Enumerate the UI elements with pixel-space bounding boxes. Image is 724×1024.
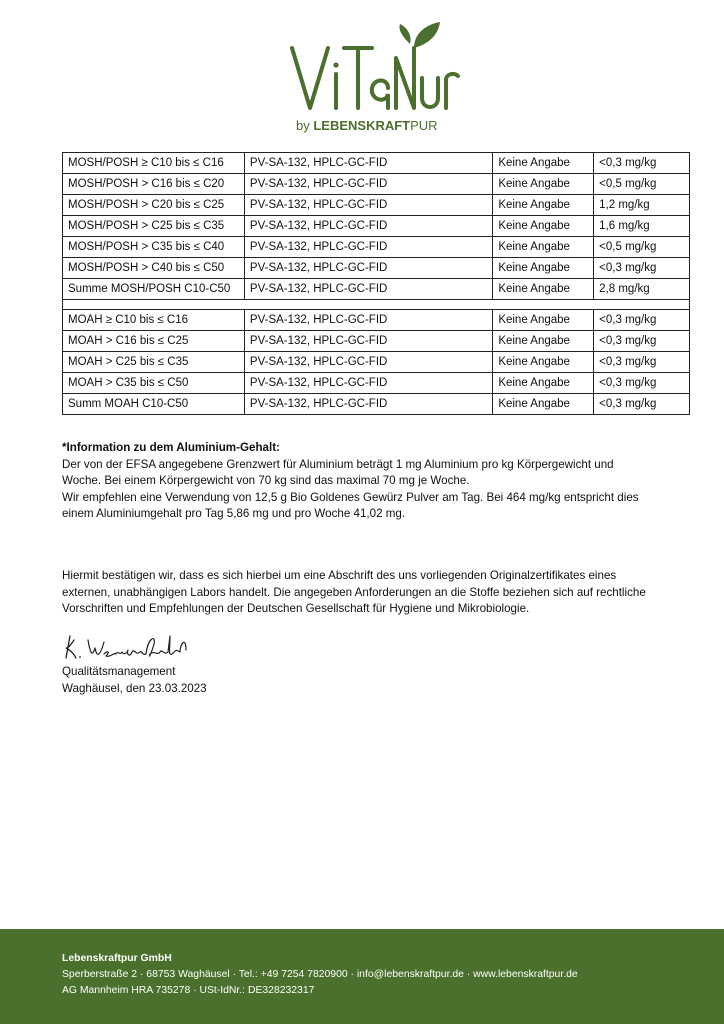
method-cell: PV-SA-132, HPLC-GC-FID [244, 331, 492, 352]
signer-place-date: Waghäusel, den 23.03.2023 [62, 681, 207, 695]
limit-cell: Keine Angabe [493, 237, 594, 258]
confirmation-line: externen, unabhängigen Labors handelt. Die angegeben Anforderungen an die Stoffe beziehen sich auf rechtliche [62, 585, 646, 599]
footer-register: AG Mannheim HRA 735278 · USt-IdNr.: DE328232317 [62, 985, 315, 996]
result-cell: 1,6 mg/kg [594, 216, 690, 237]
table-row [63, 237, 690, 258]
svg-text:by LEBENSKRAFTPUR: by LEBENSKRAFTPUR [296, 118, 438, 133]
signer-role: Qualitätsmanagement [62, 665, 176, 678]
handwritten-signature [62, 630, 202, 664]
table-row [63, 352, 690, 373]
parameter-cell: MOSH/POSH > C35 bis ≤ C40 [63, 237, 245, 258]
method-cell: PV-SA-132, HPLC-GC-FID [244, 279, 492, 300]
vitanur-logo [0, 18, 724, 138]
parameter-cell: MOAH ≥ C10 bis ≤ C16 [63, 310, 245, 331]
moah-rows [63, 310, 690, 415]
result-cell: <0,3 mg/kg [594, 394, 690, 415]
mosh-rows [63, 153, 690, 310]
method-cell: PV-SA-132, HPLC-GC-FID [244, 237, 492, 258]
method-cell: PV-SA-132, HPLC-GC-FID [244, 153, 492, 174]
confirmation-paragraph [62, 568, 692, 618]
aluminium-info-heading: *Information zu dem Aluminium-Gehalt: [62, 441, 280, 454]
limit-cell: Keine Angabe [493, 373, 594, 394]
method-cell: PV-SA-132, HPLC-GC-FID [244, 258, 492, 279]
parameter-cell: MOSH/POSH > C16 bis ≤ C20 [63, 174, 245, 195]
aluminium-info [62, 440, 692, 523]
table-row [63, 331, 690, 352]
logo-graphic [262, 18, 462, 136]
signer-block [62, 664, 207, 697]
aluminium-info-line: einem Aluminiumgehalt pro Tag 5,86 mg und pro Woche 41,02 mg. [62, 507, 406, 520]
limit-cell: Keine Angabe [493, 195, 594, 216]
analysis-table [62, 152, 690, 415]
parameter-cell: MOAH > C25 bis ≤ C35 [63, 352, 245, 373]
confirmation-line: Hiermit bestätigen wir, dass es sich hierbei um eine Abschrift des uns vorliegenden Originalzertifikates eines [62, 569, 617, 582]
method-cell: PV-SA-132, HPLC-GC-FID [244, 310, 492, 331]
limit-cell: Keine Angabe [493, 331, 594, 352]
result-cell: <0,5 mg/kg [594, 174, 690, 195]
limit-cell: Keine Angabe [493, 216, 594, 237]
parameter-cell: MOSH/POSH > C40 bis ≤ C50 [63, 258, 245, 279]
footer-company: Lebenskraftpur GmbH [62, 953, 172, 964]
table-row [63, 216, 690, 237]
limit-cell: Keine Angabe [493, 153, 594, 174]
result-cell: 2,8 mg/kg [594, 279, 690, 300]
table-row [63, 174, 690, 195]
parameter-cell: MOAH > C35 bis ≤ C50 [63, 373, 245, 394]
method-cell: PV-SA-132, HPLC-GC-FID [244, 394, 492, 415]
aluminium-info-line: Woche. Bei einem Körpergewicht von 70 kg sind das maximal 70 mg je Woche. [62, 474, 470, 487]
limit-cell: Keine Angabe [493, 279, 594, 300]
table-spacer-row [63, 300, 690, 310]
aluminium-info-line: Der von der EFSA angegebene Grenzwert für Aluminium beträgt 1 mg Aluminium pro kg Körpergewicht und [62, 457, 614, 471]
parameter-cell: Summe MOSH/POSH C10-C50 [63, 279, 245, 300]
confirmation-line: Vorschriften und Empfehlungen der Deutschen Gesellschaft für Hygiene und Mikrobiologie. [62, 602, 530, 615]
aluminium-info-line: Wir empfehlen eine Verwendung von 12,5 g Bio Goldenes Gewürz Pulver am Tag. Bei 464 mg/kg entspricht dies [62, 490, 639, 504]
spacer-cell [63, 300, 690, 310]
result-cell: <0,3 mg/kg [594, 331, 690, 352]
table-row [63, 258, 690, 279]
result-cell: <0,3 mg/kg [594, 258, 690, 279]
limit-cell: Keine Angabe [493, 174, 594, 195]
method-cell: PV-SA-132, HPLC-GC-FID [244, 174, 492, 195]
table-row [63, 279, 690, 300]
parameter-cell: MOAH > C16 bis ≤ C25 [63, 331, 245, 352]
table-row [63, 195, 690, 216]
footer-address: Sperberstraße 2 · 68753 Waghäusel · Tel.: +49 7254 7820900 · info@lebenskraftpur.de · www.lebenskraftpur.de [62, 969, 578, 980]
limit-cell: Keine Angabe [493, 352, 594, 373]
parameter-cell: Summ MOAH C10-C50 [63, 394, 245, 415]
result-cell: <0,3 mg/kg [594, 310, 690, 331]
method-cell: PV-SA-132, HPLC-GC-FID [244, 216, 492, 237]
limit-cell: Keine Angabe [493, 258, 594, 279]
result-cell: 1,2 mg/kg [594, 195, 690, 216]
limit-cell: Keine Angabe [493, 394, 594, 415]
method-cell: PV-SA-132, HPLC-GC-FID [244, 195, 492, 216]
method-cell: PV-SA-132, HPLC-GC-FID [244, 352, 492, 373]
parameter-cell: MOSH/POSH > C20 bis ≤ C25 [63, 195, 245, 216]
limit-cell: Keine Angabe [493, 310, 594, 331]
parameter-cell: MOSH/POSH ≥ C10 bis ≤ C16 [63, 153, 245, 174]
method-cell: PV-SA-132, HPLC-GC-FID [244, 373, 492, 394]
signature-graphic [62, 630, 202, 664]
table-row [63, 310, 690, 331]
table-row [63, 394, 690, 415]
parameter-cell: MOSH/POSH > C25 bis ≤ C35 [63, 216, 245, 237]
table-row [63, 373, 690, 394]
result-cell: <0,3 mg/kg [594, 352, 690, 373]
footer-bar [0, 929, 724, 1024]
table-row [63, 153, 690, 174]
result-cell: <0,3 mg/kg [594, 373, 690, 394]
result-cell: <0,5 mg/kg [594, 237, 690, 258]
result-cell: <0,3 mg/kg [594, 153, 690, 174]
